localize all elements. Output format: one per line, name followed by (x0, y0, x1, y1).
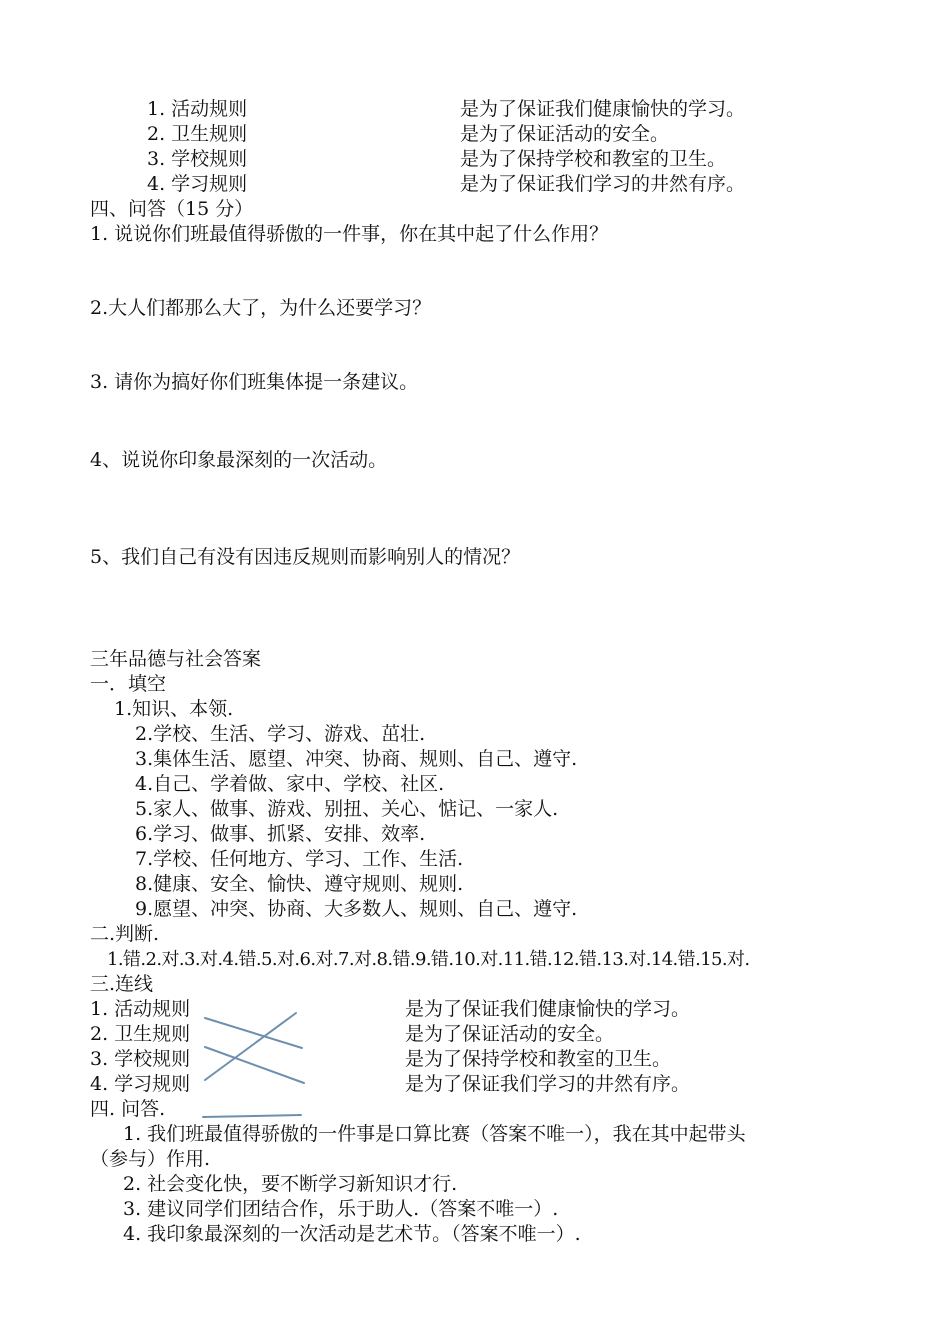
question-2: 2.大人们都那么大了，为什么还要学习？ (90, 297, 432, 319)
match-left-2: 2. 卫生规则 (147, 123, 248, 145)
fill-item-8: 8.健康、安全、愉快、遵守规则、规则. (135, 873, 464, 895)
link-heading: 三.连线 (90, 973, 154, 995)
qa-answer-1-line2: （参与）作用. (90, 1148, 211, 1170)
link-left-2: 2. 卫生规则 (90, 1023, 191, 1045)
link-right-4: 是为了保证我们学习的井然有序。 (405, 1073, 691, 1095)
match-right-1: 是为了保证我们健康愉快的学习。 (460, 98, 746, 120)
question-3: 3. 请你为搞好你们班集体提一条建议。 (90, 371, 419, 393)
answers-title: 三年品德与社会答案 (90, 648, 262, 670)
link-line-3 (205, 1047, 304, 1083)
match-right-4: 是为了保证我们学习的井然有序。 (460, 173, 746, 195)
match-right-3: 是为了保持学校和教室的卫生。 (460, 148, 727, 170)
match-left-3: 3. 学校规则 (147, 148, 248, 170)
link-right-2: 是为了保证活动的安全。 (405, 1023, 615, 1045)
question-4: 4、说说你印象最深刻的一次活动。 (90, 449, 388, 471)
fill-item-6: 6.学习、做事、抓紧、安排、效率. (135, 823, 426, 845)
link-line-4 (203, 1115, 301, 1117)
match-right-2: 是为了保证活动的安全。 (460, 123, 670, 145)
qa-answers-heading: 四. 问答. (90, 1098, 166, 1120)
question-1: 1. 说说你们班最值得骄傲的一件事，你在其中起了什么作用？ (90, 223, 609, 245)
match-left-1: 1. 活动规则 (147, 98, 248, 120)
link-left-1: 1. 活动规则 (90, 998, 191, 1020)
fill-item-4: 4.自己、学着做、家中、学校、社区. (135, 773, 445, 795)
qa-answer-1-line1: 1. 我们班最值得骄傲的一件事是口算比赛（答案不唯一），我在其中起带头 (123, 1123, 746, 1145)
link-left-4: 4. 学习规则 (90, 1073, 191, 1095)
match-left-4: 4. 学习规则 (147, 173, 248, 195)
fill-heading: 一．填空 (90, 673, 167, 695)
fill-item-1: 1.知识、本领. (114, 698, 234, 720)
fill-item-3: 3.集体生活、愿望、冲突、协商、规则、自己、遵守. (135, 748, 578, 770)
judge-heading: 二.判断. (90, 923, 160, 945)
judge-answers: 1.错.2.对.3.对.4.错.5.对.6.对.7.对.8.错.9.错.10.对.11.错.12.错.13.对.14.错.15.对. (107, 949, 750, 970)
fill-item-9: 9.愿望、冲突、协商、大多数人、规则、自己、遵守. (135, 898, 578, 920)
link-left-3: 3. 学校规则 (90, 1048, 191, 1070)
fill-item-5: 5.家人、做事、游戏、别扭、关心、惦记、一家人. (135, 798, 559, 820)
qa-answer-3: 3. 建议同学们团结合作，乐于助人.（答案不唯一）. (123, 1198, 559, 1220)
qa-answer-4: 4. 我印象最深刻的一次活动是艺术节。（答案不唯一）. (123, 1223, 581, 1245)
qa-heading: 四、问答（15 分） (90, 198, 254, 220)
question-5: 5、我们自己有没有因违反规则而影响别人的情况？ (90, 546, 521, 568)
link-right-3: 是为了保持学校和教室的卫生。 (405, 1048, 672, 1070)
fill-item-2: 2.学校、生活、学习、游戏、茁壮. (135, 723, 426, 745)
qa-answer-2: 2. 社会变化快，要不断学习新知识才行. (123, 1173, 458, 1195)
fill-item-7: 7.学校、任何地方、学习、工作、生活. (135, 848, 464, 870)
link-right-1: 是为了保证我们健康愉快的学习。 (405, 998, 691, 1020)
